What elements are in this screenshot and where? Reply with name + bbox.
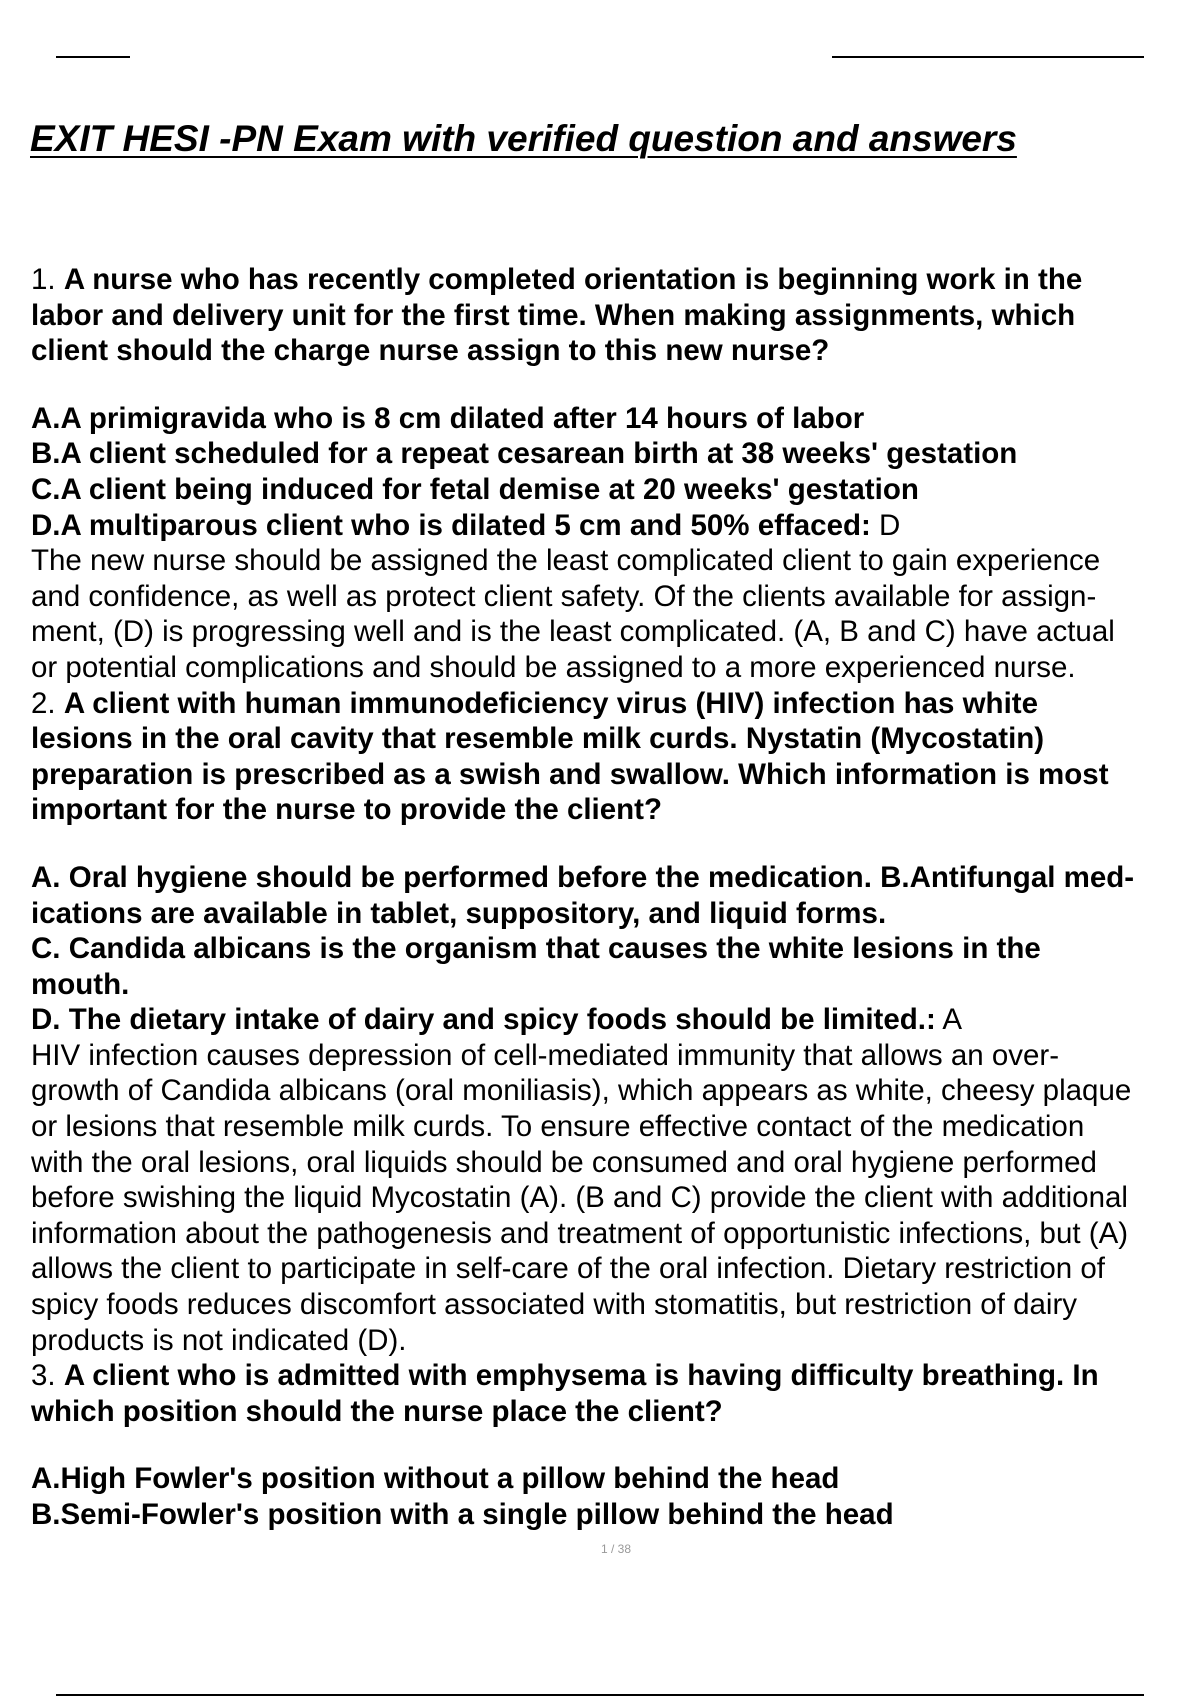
rationale-line: allows the client to participate in self-care of the oral infection. Dietary restriction of — [31, 1252, 1105, 1286]
rationale-line: or lesions that resemble milk curds. To ensure effective contact of the medication — [31, 1110, 1085, 1144]
rationale-line: spicy foods reduces discomfort associated with stomatitis, but restriction of dairy — [31, 1288, 1078, 1322]
question-number: 1. — [31, 263, 56, 296]
rationale-line: products is not indicated (D). — [31, 1323, 407, 1357]
rationale-line: and confidence, as well as protect client safety. Of the clients available for assign- — [31, 579, 1097, 613]
page-number: 1 / 38 — [600, 1542, 632, 1556]
correct-answer: A — [935, 1003, 963, 1037]
header-rule-right — [832, 56, 1144, 58]
answer-option: A.A primigravida who is 8 cm dilated after 14 hours of labor — [31, 401, 865, 435]
answer-option: B.Semi-Fowler's position with a single pillow behind the head — [31, 1498, 894, 1531]
header-rule-left — [56, 56, 130, 58]
page-title: EXIT HESI -PN Exam with verified question and answers — [30, 118, 1017, 159]
question-number: 3. — [31, 1359, 56, 1393]
rationale-line: information about the pathogenesis and treatment of opportunistic infections, but (A) — [31, 1216, 1129, 1250]
answer-option: mouth. — [31, 967, 130, 1001]
spacer — [31, 828, 1199, 860]
question-1 — [31, 262, 1199, 686]
question-2 — [31, 686, 1199, 1359]
footer-rule — [56, 1694, 1144, 1696]
answer-option: ications are available in tablet, suppository, and liquid forms. — [31, 896, 887, 930]
question-stem-line: preparation is prescribed as a swish and swallow. Which information is most — [31, 757, 1109, 791]
rationale-line: HIV infection causes depression of cell-mediated immunity that allows an over- — [31, 1038, 1060, 1072]
rationale-line: with the oral lesions, oral liquids should be consumed and oral hygiene performed — [31, 1145, 1097, 1179]
spacer — [31, 369, 1199, 401]
rationale-line: growth of Candida albicans (oral moniliasis), which appears as white, cheesy plaque — [31, 1074, 1132, 1108]
question-stem-line: which position should the nurse place the client? — [31, 1394, 723, 1428]
question-stem-line: important for the nurse to provide the client? — [31, 793, 663, 827]
rationale-line: The new nurse should be assigned the least complicated client to gain experience — [31, 544, 1101, 578]
rationale-line: before swishing the liquid Mycostatin (A). (B and C) provide the client with additional — [31, 1181, 1128, 1215]
answer-option: D.A multiparous client who is dilated 5 cm and 50% effaced: D — [31, 508, 901, 542]
question-stem-line: client should the charge nurse assign to this new nurse? — [31, 334, 830, 368]
spacer — [31, 1429, 1199, 1461]
correct-answer: D — [870, 508, 901, 542]
answer-option: A. Oral hygiene should be performed before the medication. B.Antifungal med- — [31, 860, 1135, 894]
question-stem-line: 3. A client who is admitted with emphysema is having difficulty breathing. In — [31, 1359, 1099, 1393]
question-number: 2. — [31, 686, 56, 720]
answer-option: C.A client being induced for fetal demise at 20 weeks' gestation — [31, 472, 919, 506]
question-stem-line: 1. A nurse who has recently completed orientation is beginning work in the — [31, 263, 1083, 296]
question-stem-line: lesions in the oral cavity that resemble milk curds. Nystatin (Mycostatin) — [31, 722, 1045, 756]
question-3 — [31, 1358, 1199, 1532]
question-stem-line: 2. A client with human immunodeficiency virus (HIV) infection has white — [31, 686, 1038, 720]
rationale-line: or potential complications and should be assigned to a more experienced nurse. — [31, 650, 1076, 684]
answer-option: C. Candida albicans is the organism that causes the white lesions in the — [31, 932, 1041, 966]
document-body — [31, 262, 1199, 1533]
rationale-line: ment, (D) is progressing well and is the least complicated. (A, B and C) have actual — [31, 615, 1115, 649]
answer-option: A.High Fowler's position without a pillow behind the head — [31, 1462, 840, 1496]
answer-option: D. The dietary intake of dairy and spicy foods should be limited.: A — [31, 1003, 963, 1037]
answer-option: B.A client scheduled for a repeat cesarean birth at 38 weeks' gestation — [31, 437, 1018, 471]
question-stem-line: labor and delivery unit for the first time. When making assignments, which — [31, 298, 1076, 332]
